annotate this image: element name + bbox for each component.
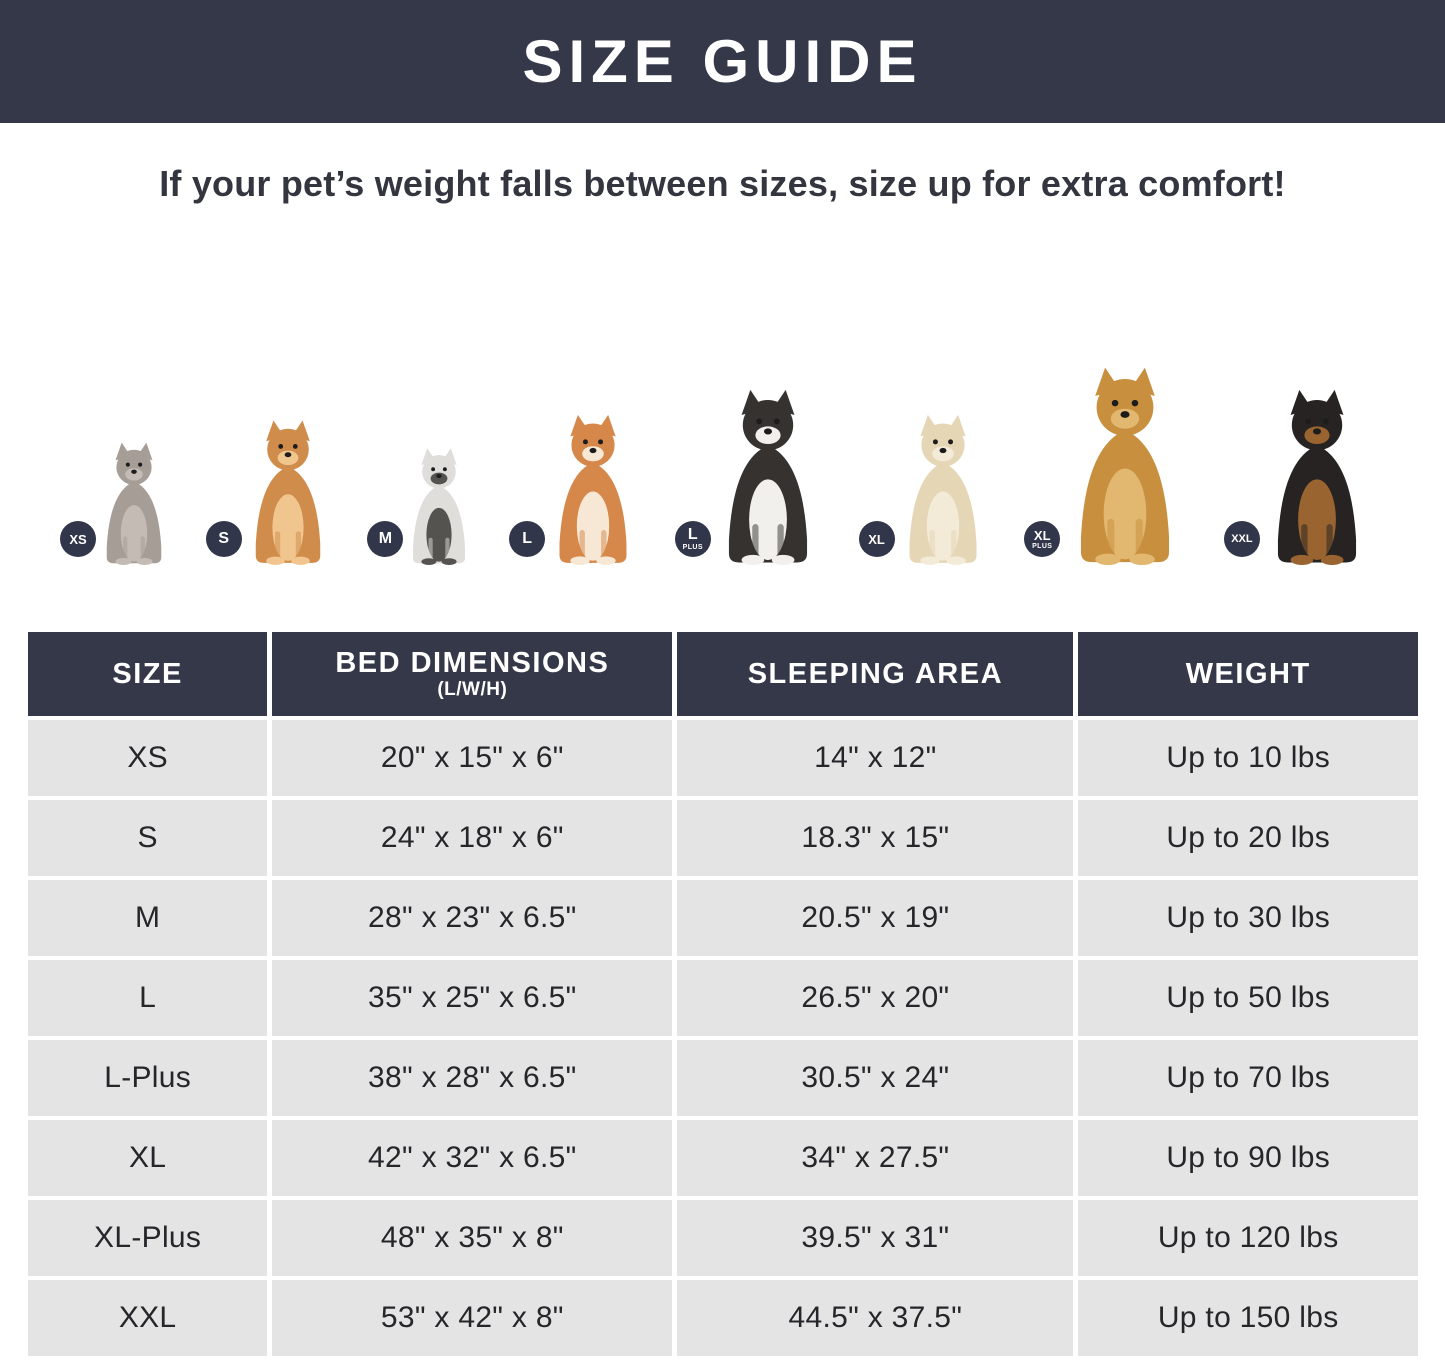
size-badge-label: L	[522, 530, 532, 547]
table-cell: 35" x 25" x 6.5"	[272, 960, 672, 1036]
table-cell: Up to 30 lbs	[1078, 880, 1418, 956]
pet-cat	[69, 428, 178, 565]
table-cell: 42" x 32" x 6.5"	[272, 1120, 672, 1196]
table-cell: Up to 20 lbs	[1078, 800, 1418, 876]
size-badge	[206, 521, 242, 557]
table-cell: Up to 70 lbs	[1078, 1040, 1418, 1116]
table-cell: Up to 50 lbs	[1078, 960, 1418, 1036]
size-badge-sublabel: PLUS	[1032, 542, 1053, 550]
table-cell: 14" x 12"	[677, 720, 1073, 796]
pet-border-collie	[682, 350, 831, 565]
table-cell: 28" x 23" x 6.5"	[272, 880, 672, 956]
table-cell: 20" x 15" x 6"	[272, 720, 672, 796]
pets-row	[69, 285, 1380, 565]
pet-illustration	[90, 428, 178, 565]
table-cell: XL-Plus	[28, 1200, 267, 1276]
pet-illustration	[889, 349, 997, 565]
column-header-bed-dimensions-note: (L/W/H)	[437, 679, 508, 701]
column-header-weight	[1078, 632, 1418, 716]
table-cell: 20.5" x 19"	[677, 880, 1073, 956]
pet-illustration	[539, 364, 647, 565]
table-cell: Up to 90 lbs	[1078, 1120, 1418, 1196]
table-cell: Up to 150 lbs	[1078, 1280, 1418, 1356]
pet-illustration	[397, 404, 481, 565]
table-cell: 39.5" x 31"	[677, 1200, 1073, 1276]
size-badge	[675, 521, 711, 557]
column-header-sleeping-area-label: SLEEPING AREA	[747, 657, 1004, 690]
pet-illustration	[1254, 304, 1380, 565]
pet-illustration	[705, 350, 831, 565]
column-header-sleeping-area	[677, 632, 1073, 716]
size-badge-label: XS	[69, 531, 87, 547]
size-badge	[1224, 521, 1260, 557]
pet-labrador	[868, 349, 997, 565]
table-cell: L	[28, 960, 267, 1036]
table-cell: M	[28, 880, 267, 956]
table-cell: XS	[28, 720, 267, 796]
size-table	[28, 632, 1418, 1356]
pet-french-bulldog	[378, 404, 481, 565]
table-cell: XL	[28, 1120, 267, 1196]
size-badge-label: L	[687, 526, 698, 543]
table-cell: 38" x 28" x 6.5"	[272, 1040, 672, 1116]
size-badge-label: S	[218, 530, 230, 547]
page-title: SIZE GUIDE	[522, 28, 923, 95]
subtitle: If your pet’s weight falls between sizes, size up for extra comfort!	[159, 163, 1286, 204]
table-cell: 18.3" x 15"	[677, 800, 1073, 876]
column-header-size	[28, 632, 267, 716]
column-header-weight-label: WEIGHT	[1185, 657, 1311, 690]
banner	[0, 0, 1445, 123]
table-cell: 34" x 27.5"	[677, 1120, 1073, 1196]
table-cell: 48" x 35" x 8"	[272, 1200, 672, 1276]
size-badge	[60, 521, 96, 557]
pet-golden-retriever	[1032, 326, 1196, 565]
table-cell: 30.5" x 24"	[677, 1040, 1073, 1116]
size-badge-label: XL	[1033, 527, 1051, 543]
table-cell: S	[28, 800, 267, 876]
table-cell: XXL	[28, 1280, 267, 1356]
size-badge-label: XL	[868, 531, 885, 547]
table-cell: 44.5" x 37.5"	[677, 1280, 1073, 1356]
pet-illustration	[1054, 326, 1196, 565]
table-cell: 53" x 42" x 8"	[272, 1280, 672, 1356]
size-badge-sublabel: PLUS	[682, 544, 703, 551]
pet-shiba-inu	[522, 364, 647, 565]
table-cell: Up to 120 lbs	[1078, 1200, 1418, 1276]
size-badge-label: XXL	[1231, 532, 1253, 545]
column-header-size-label: SIZE	[112, 657, 183, 690]
size-badge	[1024, 521, 1060, 557]
pet-pomeranian	[218, 412, 340, 565]
column-header-bed-dimensions	[272, 632, 672, 716]
table-cell: Up to 10 lbs	[1078, 720, 1418, 796]
size-badge	[859, 521, 895, 557]
table-cell: 24" x 18" x 6"	[272, 800, 672, 876]
table-cell: L-Plus	[28, 1040, 267, 1116]
pet-illustration	[236, 412, 340, 565]
pet-doberman	[1231, 304, 1380, 565]
column-header-bed-dimensions-label: BED DIMENSIONS	[335, 646, 610, 679]
table-cell: 26.5" x 20"	[677, 960, 1073, 1036]
size-badge-label: M	[378, 530, 393, 547]
size-badge	[509, 521, 545, 557]
